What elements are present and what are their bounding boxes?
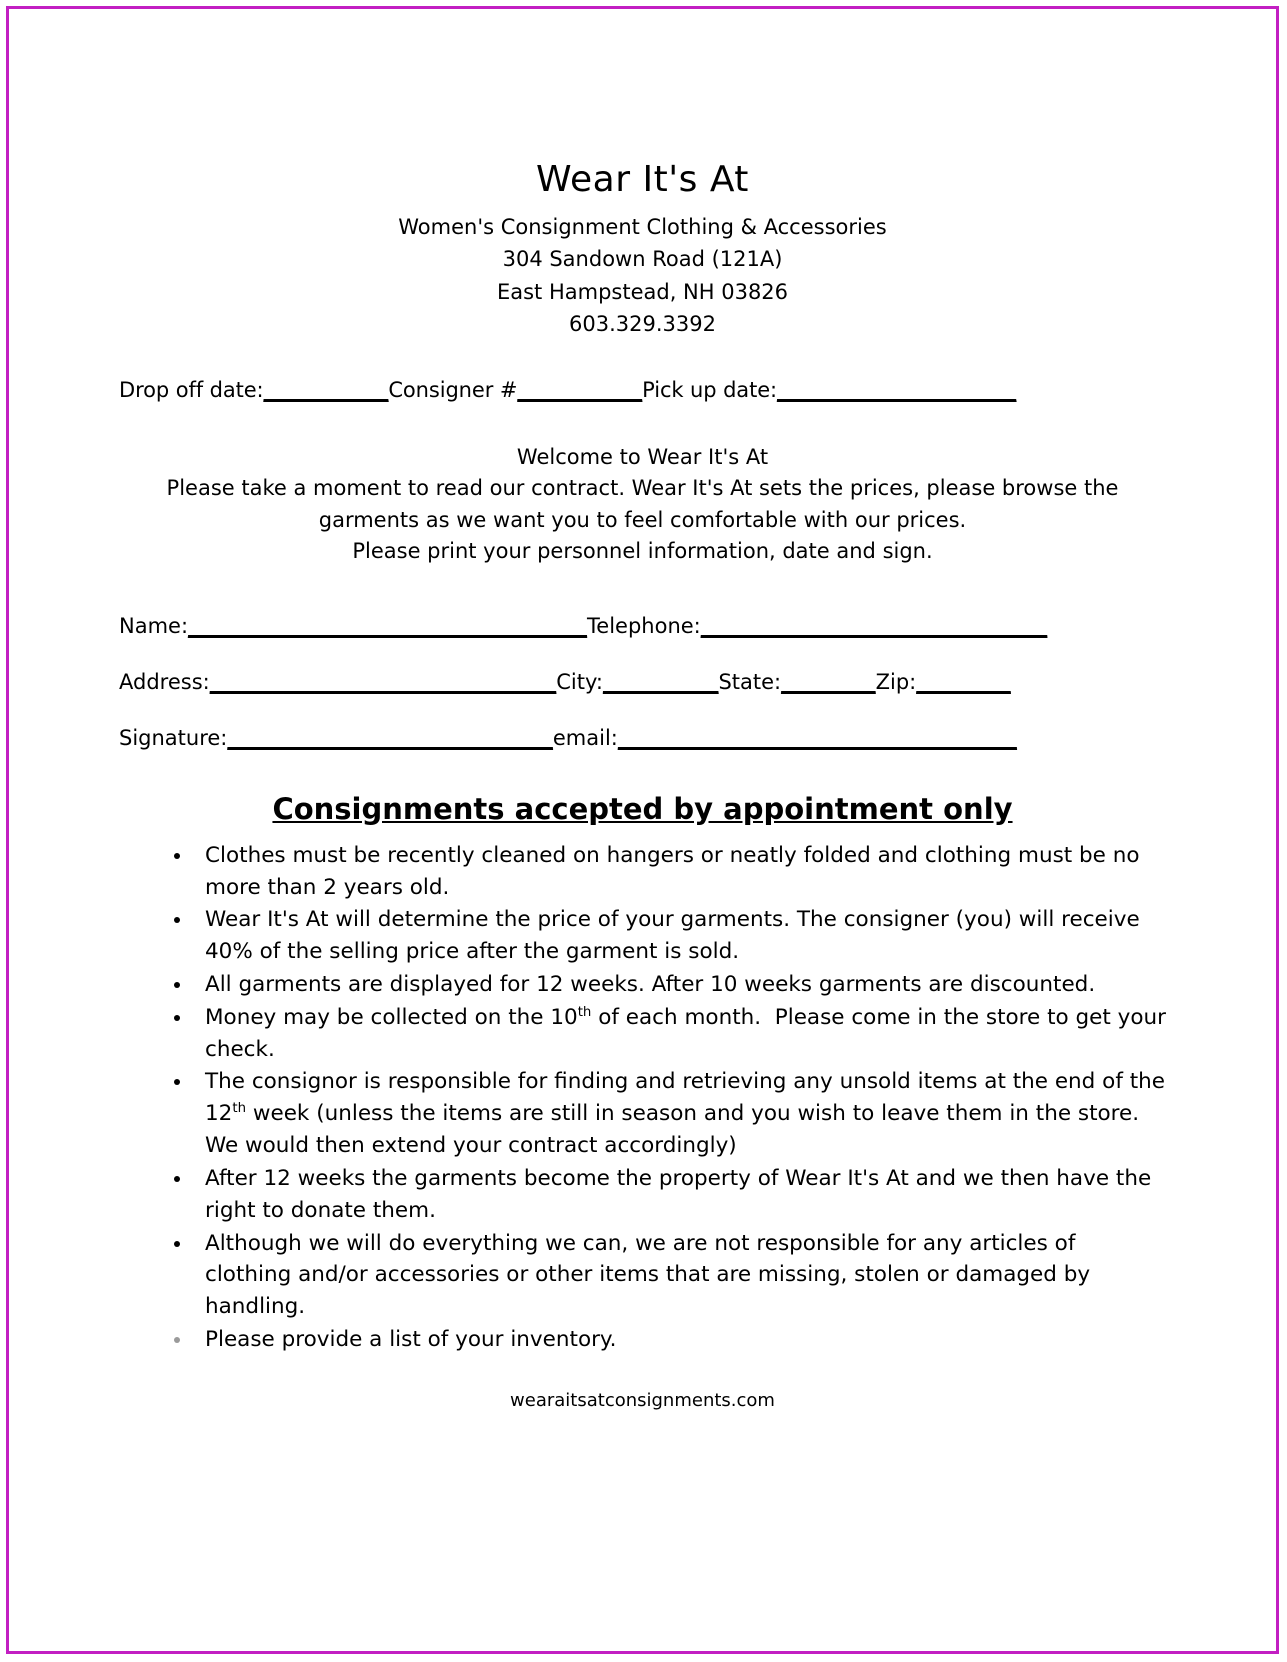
signature-label: Signature: <box>119 725 228 750</box>
email-input[interactable]: ______________________________________ <box>617 725 1017 750</box>
page-border <box>6 6 1279 1654</box>
city-label: City: <box>556 669 603 694</box>
consigner-number-label: Consigner # <box>388 377 518 402</box>
terms-list <box>119 840 1166 1356</box>
state-input[interactable]: _________ <box>781 669 876 694</box>
welcome-line-3: Please print your personnel information, date and sign. <box>352 539 933 564</box>
business-citystate: East Hampstead, NH 03826 <box>496 279 789 304</box>
address-input[interactable]: _________________________________ <box>209 669 557 694</box>
name-telephone-row <box>119 614 1166 638</box>
signature-input[interactable]: _______________________________ <box>227 725 553 750</box>
pickup-date-input[interactable]: _______________________ <box>777 377 1017 402</box>
list-item: • Although we will do everything we can, we are not responsible for any articles of clothing and/or accessories or other items that are missing, stolen or damaged by handling. <box>193 1228 1166 1323</box>
list-item: • After 12 weeks the garments become the property of Wear It's At and we then have the right to donate them. <box>193 1163 1166 1227</box>
signature-email-row <box>119 726 1166 750</box>
welcome-block <box>119 442 1166 568</box>
list-item: • The consignor is responsible for finding and retrieving any unsold items at the end of the 12th week (unless the items are still in season and you wish to leave them in the store. We would then extend your contract accordingly) <box>193 1066 1166 1161</box>
welcome-line-1: Welcome to Wear It's At <box>516 444 769 469</box>
telephone-label: Telephone: <box>587 613 701 638</box>
business-street: 304 Sandown Road (121A) <box>502 247 783 272</box>
dropoff-date-label: Drop off date: <box>119 377 264 402</box>
welcome-line-2: Please take a moment to read our contract. Wear It's At sets the prices, please browse the garments as we want you to feel comfortable with our prices. <box>166 476 1119 532</box>
city-input[interactable]: ___________ <box>602 669 719 694</box>
website-text: wearaitsatconsignments.com <box>510 1389 775 1411</box>
list-item: • All garments are displayed for 12 weeks. After 10 weeks garments are discounted. <box>193 969 1166 1001</box>
list-item: • Please provide a list of your inventory. <box>193 1324 1166 1356</box>
consigner-number-input[interactable]: ____________ <box>517 377 643 402</box>
zip-label: Zip: <box>875 669 917 694</box>
pickup-date-label: Pick up date: <box>642 377 778 402</box>
page-title: Wear It's At <box>536 159 749 200</box>
name-input[interactable]: ______________________________________ <box>188 613 588 638</box>
address-label: Address: <box>119 669 210 694</box>
business-info <box>119 212 1166 340</box>
list-item: • Wear It's At will determine the price of your garments. The consigner (you) will receive 40% of the selling price after the garment is sold. <box>193 904 1166 968</box>
document-sheet <box>9 9 1276 1651</box>
name-label: Name: <box>119 613 189 638</box>
email-label: email: <box>552 725 618 750</box>
business-tagline: Women's Consignment Clothing & Accessories <box>398 215 887 239</box>
dropoff-date-input[interactable]: ____________ <box>263 377 389 402</box>
state-label: State: <box>718 669 782 694</box>
address-row <box>119 670 1166 694</box>
section-heading: Consignments accepted by appointment only <box>272 791 1013 826</box>
dropoff-row <box>119 378 1166 402</box>
list-item: • Clothes must be recently cleaned on hangers or neatly folded and clothing must be no more than 2 years old. <box>193 840 1166 904</box>
telephone-input[interactable]: _________________________________ <box>700 613 1048 638</box>
list-item: • Money may be collected on the 10th of each month. Please come in the store to get your check. <box>193 1002 1166 1066</box>
zip-input[interactable]: _________ <box>916 669 1011 694</box>
business-phone: 603.329.3392 <box>569 312 716 337</box>
